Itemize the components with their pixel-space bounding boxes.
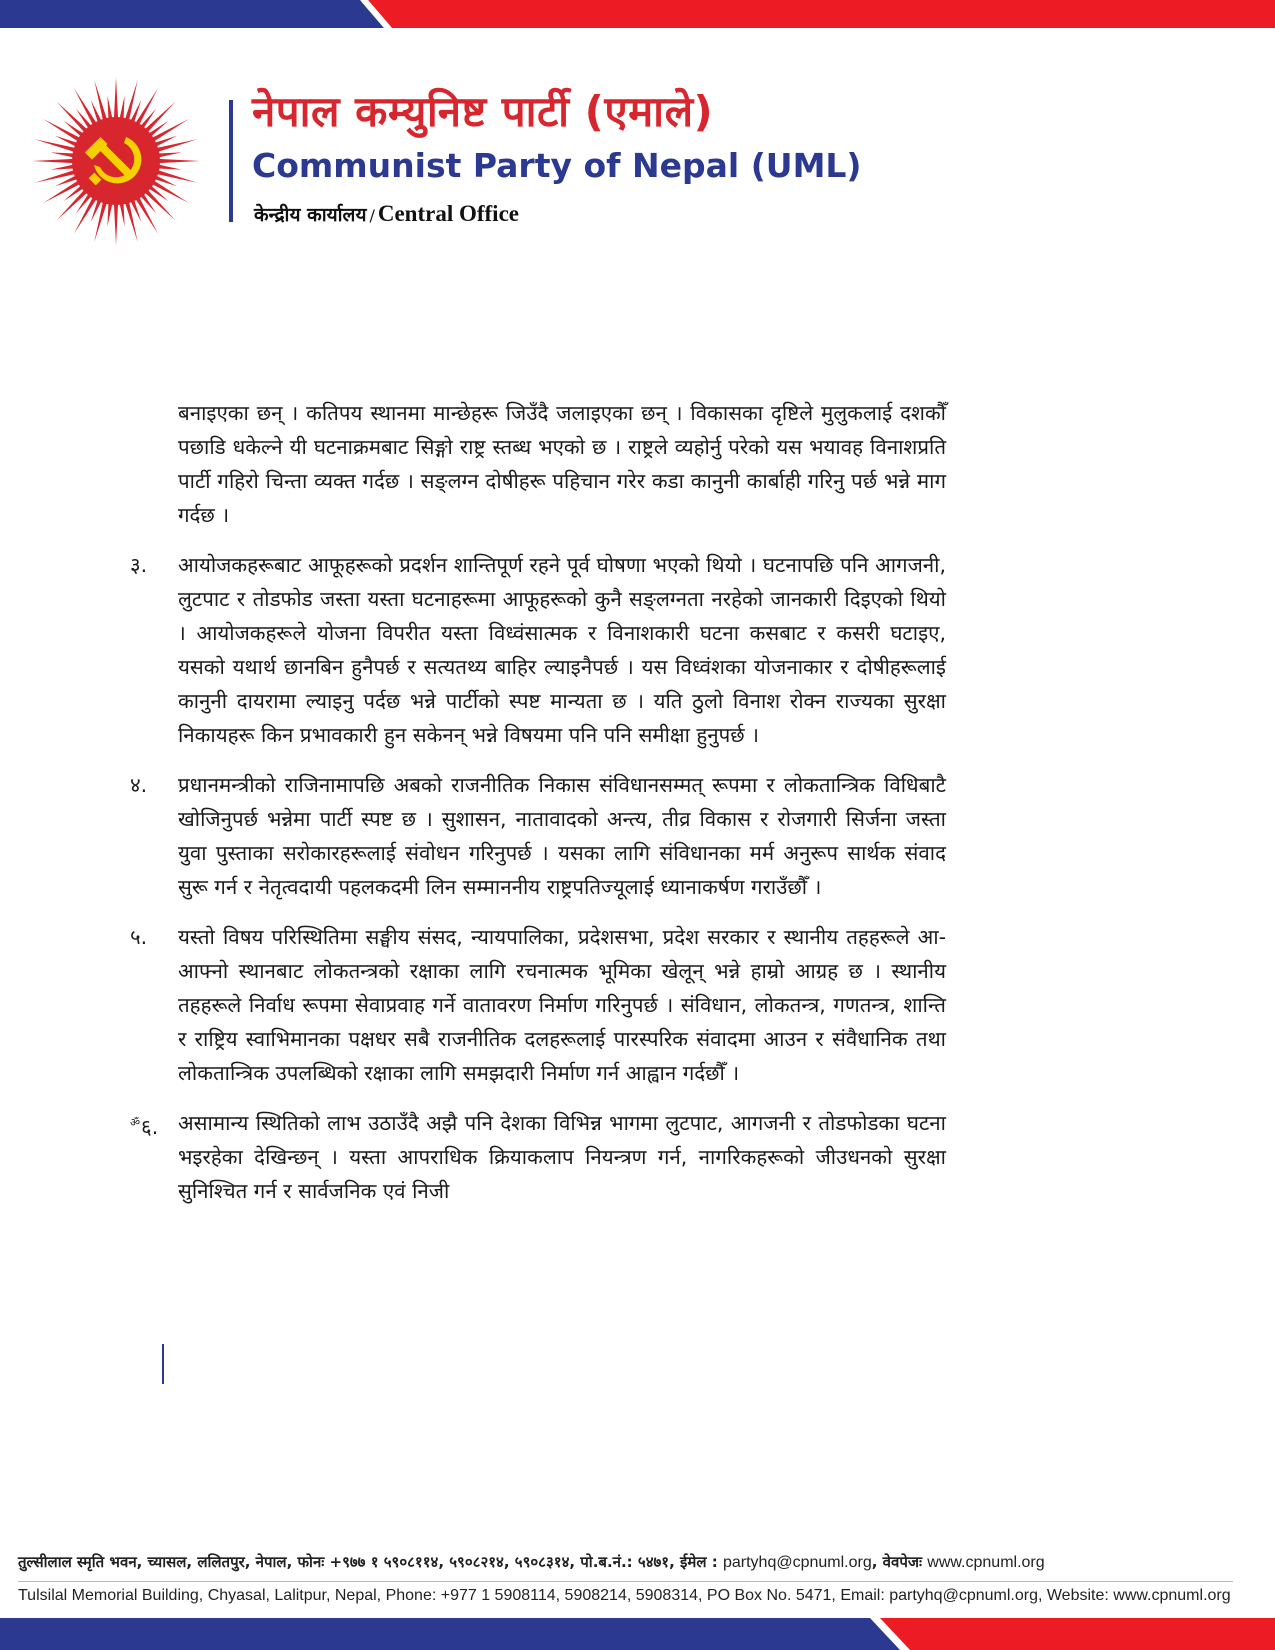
point-text: असामान्य स्थितिको लाभ उठाउँदै अझै पनि देशका विभिन्न भागमा लुटपाट, आगजनी र तोडफोडका घटना भइरहेका देखिन्छन् । यस्ता आपराधिक क्रियाकलाप नियन्त्रण गर्न, नागरिकहरूको जीउधनको सुरक्षा सुनिश्चित गर्न र सार्वजनिक एवं निजी	[178, 1111, 946, 1203]
point-4	[130, 768, 946, 904]
intro-text: बनाइएका छन् । कतिपय स्थानमा मान्छेहरू जिउँदै जलाइएका छन् । विकासका दृष्टिले मुलुकलाई दशकौँ पछाडि धकेल्ने यी घटनाक्रमबाट सिङ्गो राष्ट्र स्तब्ध भएको छ । राष्ट्रले व्यहोर्नु परेको यस भयावह विनाशप्रति पार्टी गहिरो चिन्ता व्यक्त गर्दछ । सङ्लग्न दोषीहरू पहिचान गरेर कडा कानुनी कार्बाही गरिनु पर्छ भन्ने माग गर्दछ ।	[178, 401, 946, 527]
point-number: ३.	[130, 553, 148, 577]
header-divider	[229, 100, 233, 222]
office-english: Central Office	[377, 201, 519, 226]
footer-website-label: , वेवपेजः	[871, 1553, 928, 1571]
point-number-wrap	[130, 1106, 178, 1208]
party-title-english: Communist Party of Nepal (UML)	[252, 146, 862, 185]
point-text: प्रधानमन्त्रीको राजिनामापछि अबको राजनीतिक निकास संविधानसम्मत् रूपमा र लोकतान्त्रिक विधिबाटै खोजिनुपर्छ भन्नेमा पार्टी स्पष्ट छ । सुशासन, नातावादको अन्त्य, तीव्र विकास र रोजगारी सिर्जना जस्ता युवा पुस्ताका सरोकारहरूलाई संवोधन गरिनुपर्छ । यसका लागि संविधानका मर्म अनुरूप सार्थक संवाद सुरू गर्न र नेतृत्वदायी पहलकदमी लिन सम्माननीय राष्ट्रपतिज्यूलाई ध्यानाकर्षण गराउँछौँ ।	[178, 773, 946, 899]
office-subtitle	[254, 201, 519, 227]
stray-mark: ॐ	[130, 1116, 141, 1129]
point-5	[130, 920, 946, 1090]
footer-address-english: Tulsilal Memorial Building, Chyasal, Lalitpur, Nepal, Phone: +977 1 5908114, 5908214, 5908314, PO Box No. 5471, Email: partyhq@cpnuml.org, Website: www.cpnuml.org	[18, 1587, 1231, 1604]
point-text: आयोजकहरूबाट आफूहरूको प्रदर्शन शान्तिपूर्ण रहने पूर्व घोषणा भएको थियो । घटनापछि पनि आगजनी, लुटपाट र तोडफोड जस्ता यस्ता घटनाहरूमा आफूहरूको कुनै सङ्लग्नता नरहेको जानकारी दिइएको थियो । आयोजकहरूले योजना विपरीत यस्ता विध्वंसात्मक र विनाशकारी घटना कसबाट र कसरी घटाइए, यसको यथार्थ छानबिन हुनैपर्छ र सत्यतथ्य बाहिर ल्याइनैपर्छ । यस विध्वंशका योजनाकार र दोषीहरूलाई कानुनी दायरामा ल्याइनु पर्दछ भन्ने पार्टीको स्पष्ट मान्यता छ । यति ठुलो विनाश रोक्न राज्यका सुरक्षा निकायहरू किन प्रभावकारी हुन सकेनन् भन्ने विषयमा पनि पनि समीक्षा हुनुपर्छ ।	[178, 553, 946, 747]
point-6	[130, 1106, 946, 1208]
sun-hammer-sickle-emblem-icon	[26, 76, 206, 246]
text-cursor	[162, 1344, 164, 1384]
point-text: यस्तो विषय परिस्थितिमा सङ्घीय संसद, न्यायपालिका, प्रदेशसभा, प्रदेश सरकार र स्थानीय तहहरूले आ-आफ्नो स्थानबाट लोकतन्त्रको रक्षाका लागि रचनात्मक भूमिका खेलून् भन्ने हाम्रो आग्रह छ । स्थानीय तहहरूले निर्वाध रूपमा सेवाप्रवाह गर्ने वातावरण निर्माण गरिनुपर्छ । संविधान, लोकतन्त्र, गणतन्त्र, शान्ति र राष्ट्रिय स्वाभिमानका पक्षधर सबै राजनीतिक दलहरूलाई पारस्परिक संवादमा आउन र संवैधानिक तथा लोकतान्त्रिक उपलब्धिको रक्षाका लागि समझदारी निर्माण गर्न आह्वान गर्दछौँ ।	[178, 925, 946, 1085]
footer-divider	[18, 1581, 1233, 1582]
point-number: ५.	[130, 925, 148, 949]
bottom-color-band	[0, 1612, 1275, 1650]
office-nepali: केन्द्रीय कार्यालय	[254, 204, 367, 226]
emblem-ray	[32, 159, 76, 163]
statement-body	[130, 396, 946, 1224]
footer-email: partyhq@cpnuml.org	[722, 1554, 872, 1571]
footer-address-nepali	[18, 1552, 1233, 1572]
emblem-ray	[114, 77, 118, 121]
point-number: ४.	[130, 773, 148, 797]
party-title-nepali: नेपाल कम्युनिष्ट पार्टी (एमाले)	[252, 87, 714, 136]
office-separator: /	[369, 206, 375, 225]
footer-nepali-address: तुल्सीलाल स्मृति भवन, च्यासल, ललितपुर, नेपाल, फोनः +९७७ १ ५९०८११४, ५९०८२१४, ५९०८३१४, पो.ब.नं.: ५४७१, ईमेल :	[18, 1553, 723, 1571]
point-number: ६.	[141, 1114, 159, 1139]
intro-paragraph	[130, 396, 946, 532]
emblem-ray	[114, 201, 118, 245]
top-color-band	[0, 0, 1275, 28]
emblem-ray	[156, 159, 200, 163]
point-3	[130, 548, 946, 752]
footer-website: www.cpnuml.org	[927, 1554, 1045, 1571]
